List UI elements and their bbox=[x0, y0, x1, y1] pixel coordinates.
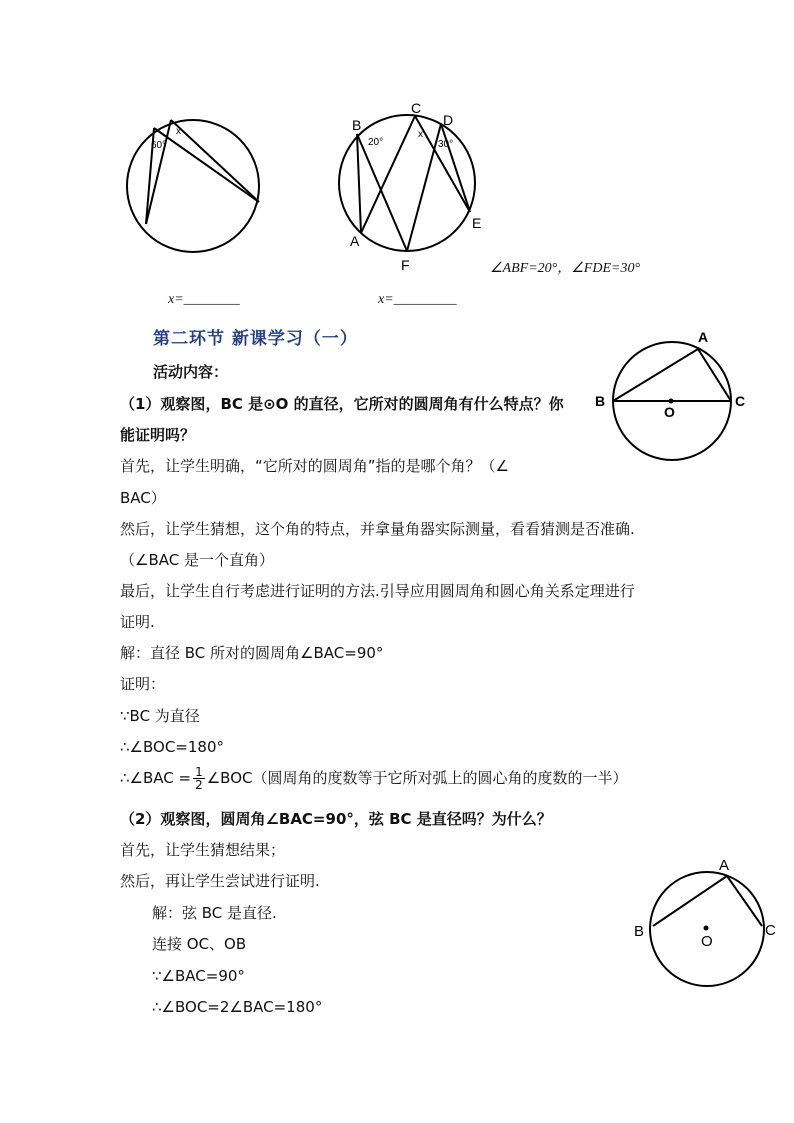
question-1-line-2: 能证明吗？ bbox=[120, 426, 196, 444]
proof-label: 证明： bbox=[120, 675, 166, 693]
then-step-line-1: 然后，让学生猜想，这个角的特点，并拿量角器实际测量，看看猜测是否准确. bbox=[120, 520, 635, 538]
point-D: D bbox=[443, 112, 454, 128]
given-angles: ∠ABF=20°，∠FDE=30° bbox=[490, 261, 641, 276]
last-step-line-1: 最后，让学生自行考虑进行证明的方法.引导应用圆周角和圆心角关系定理进行 bbox=[120, 582, 635, 600]
label-20-degree: 20° bbox=[368, 137, 384, 148]
point-C-3: C bbox=[735, 393, 746, 409]
point-B-3: B bbox=[595, 393, 606, 409]
point-C-4: C bbox=[765, 922, 776, 939]
therefore-2-pre: ∴∠BAC = bbox=[120, 769, 192, 787]
therefore-3: ∴∠BOC=2∠BAC=180° bbox=[152, 998, 323, 1016]
chord-BA-4 bbox=[653, 876, 727, 926]
solution-2: 解：弦 BC 是直径. bbox=[152, 904, 277, 922]
therefore-1: ∴∠BOC=180° bbox=[120, 738, 224, 756]
answer-blank-2: x=_________ bbox=[378, 292, 457, 307]
then-step-line-2: （∠BAC 是一个直角） bbox=[120, 551, 274, 569]
label-60-degree: 60° bbox=[151, 140, 167, 151]
point-C: C bbox=[411, 100, 422, 116]
label-x-2: x bbox=[418, 129, 423, 140]
point-F: F bbox=[401, 257, 410, 273]
last-step-line-2: 证明. bbox=[120, 613, 155, 631]
guess-step: 首先，让学生猜想结果； bbox=[120, 841, 286, 859]
solution-1: 解：直径 BC 所对的圆周角∠BAC=90° bbox=[120, 644, 384, 662]
center-dot-4 bbox=[704, 926, 709, 931]
try-step: 然后，再让学生尝试进行证明. bbox=[120, 872, 320, 890]
point-B-4: B bbox=[634, 923, 645, 940]
because-2: ∵∠BAC=90° bbox=[152, 967, 245, 985]
point-A: A bbox=[350, 233, 360, 249]
therefore-2-post: ∠BOC（圆周角的度数等于它所对弧上的圆心角的度数的一半） bbox=[206, 769, 628, 787]
point-E: E bbox=[472, 215, 482, 231]
point-A-4: A bbox=[719, 857, 730, 874]
question-2: （2）观察图，圆周角∠BAC=90°，弦 BC 是直径吗？为什么？ bbox=[120, 810, 552, 828]
answer-blank-1: x=________ bbox=[168, 292, 240, 307]
point-O-4: O bbox=[701, 933, 713, 950]
connect-step: 连接 OC、OB bbox=[152, 935, 247, 953]
activity-label: 活动内容： bbox=[153, 363, 229, 381]
label-30-degree: 30° bbox=[438, 139, 454, 150]
point-O-3: O bbox=[664, 404, 675, 420]
first-step-line-2: BAC） bbox=[120, 489, 166, 507]
therefore-2 bbox=[120, 766, 628, 791]
fraction-numerator: 1 bbox=[195, 765, 203, 779]
label-x-1: x bbox=[176, 126, 181, 137]
question-1-line-1: （1）观察图，BC 是⊙O 的直径，它所对的圆周角有什么特点？你 bbox=[120, 395, 564, 413]
point-A-3: A bbox=[698, 329, 709, 345]
fraction-one-half bbox=[193, 766, 205, 791]
fraction-denominator: 2 bbox=[195, 778, 203, 792]
first-step-line-1: 首先，让学生明确，“它所对的圆周角”指的是哪个角？（∠ bbox=[120, 457, 509, 475]
point-B: B bbox=[352, 117, 362, 133]
because-1: ∵BC 为直径 bbox=[120, 707, 200, 725]
section-title: 第二环节 新课学习（一） bbox=[153, 329, 358, 349]
